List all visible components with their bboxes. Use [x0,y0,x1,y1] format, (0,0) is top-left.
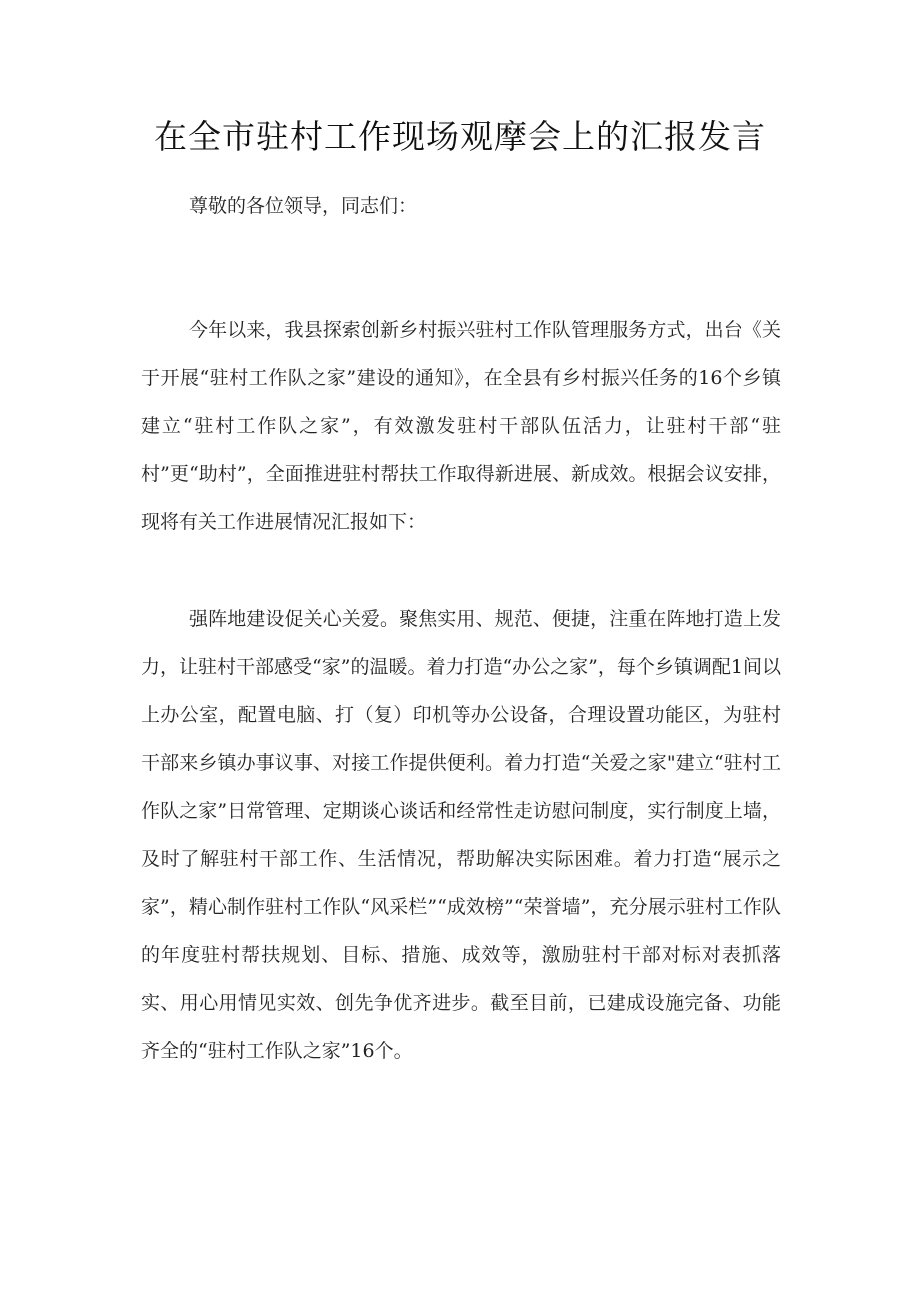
paragraph-position-building: 强阵地建设促关心关爱。聚焦实用、规范、便捷，注重在阵地打造上发力，让驻村干部感受“家”的温暖。着力打造“办公之家”，每个乡镇调配1间以上办公室，配置电脑、打（复）印机等办公设备，合理设置功能区，为驻村干部来乡镇办事议事、对接工作提供便利。着力打造“关爱之家"建立“驻村工作队之家”日常管理、定期谈心谈话和经常性走访慰问制度，实行制度上墙，及时了解驻村干部工作、生活情况，帮助解决实际困难。着力打造“展示之家”，精心制作驻村工作队“风采栏”“成效榜”“荣誉墙”，充分展示驻村工作队的年度驻村帮扶规划、目标、措施、成效等，激励驻村干部对标对表抓落实、用心用情见实效、创先争优齐进步。截至目前，已建成设施完备、功能齐全的“驻村工作队之家”16个。 [141,608,781,1062]
salutation: 尊敬的各位领导，同志们： [189,195,418,217]
document-title: 在全市驻村工作现场观摩会上的汇报发言 [154,117,766,156]
paragraph-intro: 今年以来，我县探索创新乡村振兴驻村工作队管理服务方式，出台《关于开展“驻村工作队之家”建设的通知》，在全县有乡村振兴任务的16个乡镇建立“驻村工作队之家”，有效激发驻村干部队伍活力，让驻村干部“驻村”更“助村”，全面推进驻村帮扶工作取得新进展、新成效。根据会议安排，现将有关工作进展情况汇报如下： [141,319,781,533]
